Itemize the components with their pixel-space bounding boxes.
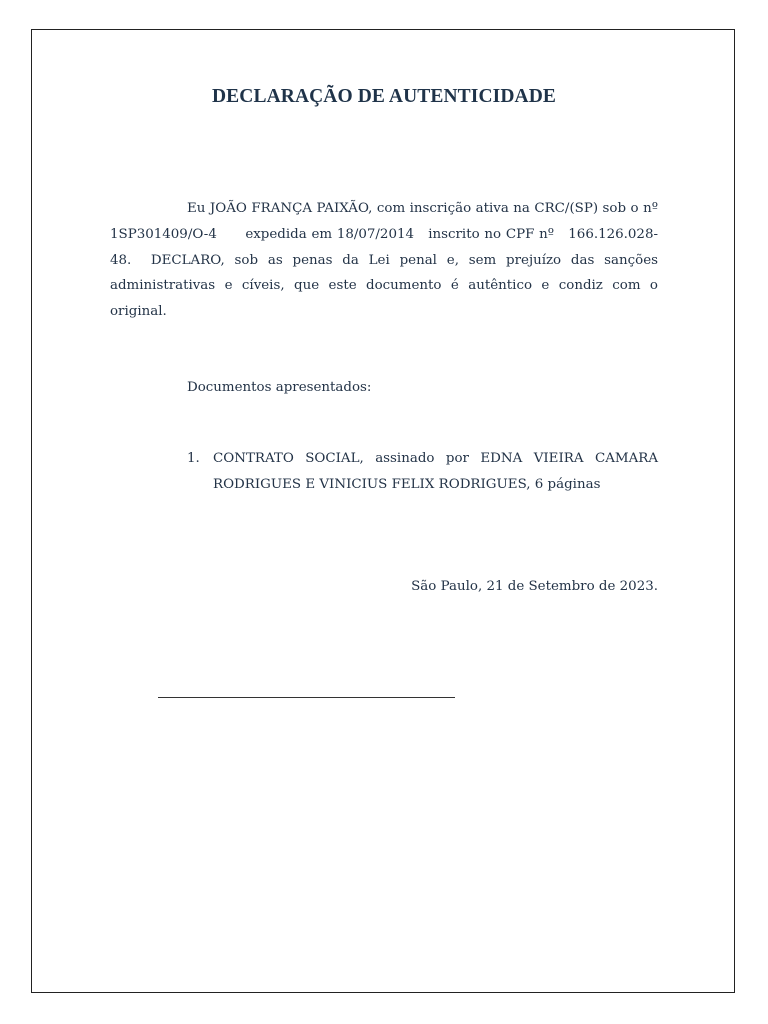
documents-label: Documentos apresentados: <box>187 380 372 395</box>
document-title: DECLARAÇÃO DE AUTENTICIDADE <box>212 86 556 107</box>
documents-list <box>187 446 658 498</box>
signature-line <box>158 697 455 698</box>
list-item-number: 1. <box>187 451 200 466</box>
list-item-text: CONTRATO SOCIAL, assinado por EDNA VIEIRA CAMARA RODRIGUES E VINICIUS FELIX RODRIGUES, 6 páginas <box>213 451 658 492</box>
list-item <box>187 446 658 498</box>
page-border <box>31 29 735 993</box>
place-date: São Paulo, 21 de Setembro de 2023. <box>411 579 658 594</box>
declaration-paragraph: Eu JOÃO FRANÇA PAIXÃO, com inscrição ativa na CRC/(SP) sob o nº 1SP301409/O-4 expedida em 18/07/2014 inscrito no CPF nº 166.126.028-48. DECLARO, sob as penas da Lei penal e, sem prejuízo das sanções administrativas e cíveis, que este documento é autêntico e condiz com o original. <box>110 201 663 320</box>
